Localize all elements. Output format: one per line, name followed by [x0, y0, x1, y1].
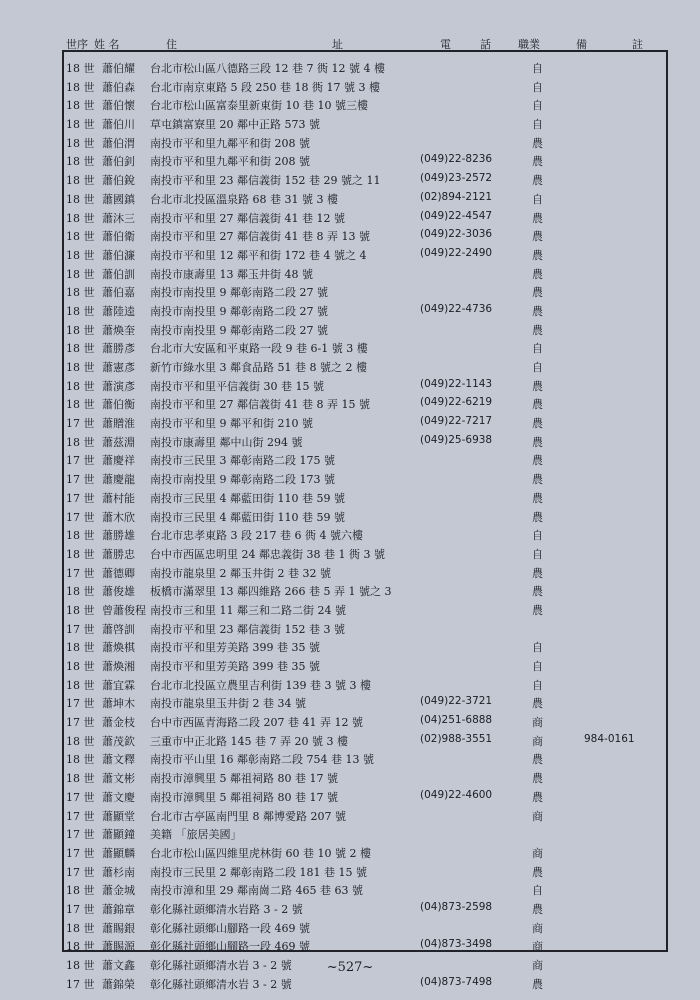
name-cell: 蕭木欣: [102, 510, 135, 524]
address-cell: 南投市南投里 9 鄰彰南路二段 27 號: [150, 286, 328, 300]
occupation-cell: 農: [532, 286, 543, 300]
table-row: [64, 226, 666, 245]
address-cell: 台北市忠孝東路 3 段 217 巷 6 衖 4 號六樓: [150, 529, 363, 543]
name-cell: 蕭伯訓: [102, 267, 135, 281]
table-row: [64, 58, 666, 77]
generation-cell: 18 世: [66, 398, 95, 412]
table-row: [64, 245, 666, 264]
header-note-2: 註: [632, 38, 643, 51]
occupation-cell: 農: [532, 379, 543, 393]
name-cell: 蕭伯耀: [102, 62, 135, 75]
phone-cell: (049)22-6219: [420, 396, 493, 409]
generation-cell: 17 世: [66, 977, 95, 991]
generation-cell: 18 世: [66, 136, 95, 150]
table-row: [64, 282, 666, 301]
generation-cell: 18 世: [66, 155, 95, 169]
occupation-cell: 自: [532, 660, 543, 673]
generation-cell: 17 世: [66, 454, 95, 468]
generation-cell: 18 世: [66, 884, 95, 898]
occupation-cell: 農: [532, 211, 543, 225]
generation-cell: 18 世: [66, 323, 95, 337]
name-cell: 蕭煥湘: [102, 660, 135, 673]
table-row: [64, 693, 666, 712]
name-cell: 蕭慶祥: [102, 454, 135, 468]
address-cell: 南投市平和里九鄰平和街 208 號: [150, 136, 310, 150]
table-row: [64, 357, 666, 376]
table-row: [64, 189, 666, 208]
name-cell: 蕭伯嘉: [102, 286, 135, 300]
occupation-cell: 自: [532, 641, 543, 655]
generation-cell: 18 世: [66, 940, 95, 954]
name-cell: 蕭宜霖: [102, 678, 135, 692]
name-cell: 蕭伯衛: [102, 230, 135, 244]
table-row: [64, 824, 666, 843]
occupation-cell: 農: [532, 491, 543, 505]
name-cell: 蕭慶龍: [102, 473, 135, 487]
note-cell: 984-0161: [584, 732, 635, 745]
name-cell: 蕭勝彥: [102, 342, 135, 356]
table-row: [64, 95, 666, 114]
address-cell: 南投市平和里 23 鄰信義街 152 巷 29 號之 11: [150, 174, 381, 188]
occupation-cell: 商: [532, 716, 543, 730]
occupation-cell: 農: [532, 603, 543, 617]
occupation-cell: 商: [532, 959, 543, 972]
generation-cell: 18 世: [66, 118, 95, 132]
address-cell: 南投市平和里 9 鄰平和街 210 號: [150, 417, 313, 431]
occupation-cell: 農: [532, 136, 543, 150]
address-cell: 南投市三民里 4 鄰藍田街 110 巷 59 號: [150, 510, 345, 524]
occupation-cell: 農: [532, 902, 543, 916]
occupation-cell: 自: [532, 342, 543, 356]
generation-cell: 17 世: [66, 417, 95, 431]
occupation-cell: 自: [532, 192, 543, 206]
generation-cell: 18 世: [66, 753, 95, 767]
address-cell: 台中市西區青海路二段 207 巷 41 弄 12 號: [150, 716, 363, 730]
phone-cell: (049)22-8236: [420, 153, 493, 166]
occupation-cell: 農: [532, 155, 543, 169]
address-cell: 彰化縣社頭鄉清水岩路 3 - 2 號: [150, 902, 303, 916]
table-row: [64, 787, 666, 806]
table-row: [64, 880, 666, 899]
name-cell: 蕭文釋: [102, 753, 135, 767]
name-cell: 蕭演彥: [102, 379, 135, 393]
generation-cell: 18 世: [66, 342, 95, 356]
address-cell: 台北市松山區富泰里新東街 10 巷 10 號三樓: [150, 99, 368, 113]
address-cell: 台北市南京東路 5 段 250 巷 18 衖 17 號 3 樓: [150, 80, 380, 94]
phone-cell: (049)22-3721: [420, 695, 493, 708]
address-cell: 台北市北投區立農里吉利街 139 巷 3 號 3 樓: [150, 678, 371, 692]
occupation-cell: 農: [532, 977, 543, 991]
occupation-cell: 農: [532, 585, 543, 599]
name-cell: 蕭杉南: [102, 865, 135, 879]
occupation-cell: 自: [532, 884, 543, 898]
generation-cell: 17 世: [66, 846, 95, 860]
generation-cell: 17 世: [66, 716, 95, 730]
name-cell: 蕭國鎮: [102, 192, 135, 206]
address-cell: 南投市平和里 27 鄰信義街 41 巷 12 號: [150, 211, 345, 225]
name-cell: 蕭憲彥: [102, 361, 135, 374]
table-row: [64, 376, 666, 395]
address-cell: 彰化縣社頭鄉山腳路一段 469 號: [150, 921, 310, 935]
phone-cell: (049)22-1143: [420, 377, 493, 390]
occupation-cell: 農: [532, 230, 543, 244]
name-cell: 蕭賜源: [102, 940, 135, 954]
name-cell: 蕭坤木: [102, 697, 135, 711]
phone-cell: (04)873-3498: [420, 938, 493, 951]
generation-cell: 17 世: [66, 622, 95, 636]
generation-cell: 18 世: [66, 361, 95, 374]
table-row: [64, 974, 666, 993]
table-row: [64, 619, 666, 638]
name-cell: 蕭顯鐘: [102, 828, 135, 842]
table-row: [64, 862, 666, 881]
phone-cell: (049)22-7217: [420, 415, 493, 428]
address-cell: 草屯鎮富寮里 20 鄰中正路 573 號: [150, 118, 320, 132]
generation-cell: 18 世: [66, 435, 95, 449]
phone-cell: (049)22-2490: [420, 246, 493, 259]
name-cell: 蕭啓訓: [102, 622, 135, 636]
address-cell: 南投市三民里 2 鄰彰南路二段 181 巷 15 號: [150, 865, 367, 879]
address-cell: 南投市平和里 27 鄰信義街 41 巷 8 弄 15 號: [150, 398, 370, 412]
occupation-cell: 自: [532, 62, 543, 75]
table-row: [64, 563, 666, 582]
page-number: ~527~: [326, 960, 374, 975]
name-cell: 蕭伯衡: [102, 398, 135, 412]
phone-cell: (049)22-3036: [420, 228, 493, 241]
name-cell: 蕭顯堂: [102, 809, 135, 823]
occupation-cell: 農: [532, 510, 543, 524]
name-cell: 蕭陸逵: [102, 304, 135, 318]
occupation-cell: 自: [532, 118, 543, 132]
address-cell: 南投市平和里 27 鄰信義街 41 巷 8 弄 13 號: [150, 230, 370, 244]
generation-cell: 18 世: [66, 211, 95, 225]
generation-cell: 17 世: [66, 491, 95, 505]
name-cell: 蕭茲淵: [102, 435, 135, 449]
address-cell: 南投市平和里 12 鄰平和街 172 巷 4 號之 4: [150, 248, 367, 262]
occupation-cell: 農: [532, 417, 543, 431]
occupation-cell: 商: [532, 809, 543, 823]
table-row: [64, 918, 666, 937]
table-row: [64, 488, 666, 507]
address-cell: 南投市三民里 4 鄰藍田街 110 巷 59 號: [150, 491, 345, 505]
name-cell: 蕭金城: [102, 884, 135, 898]
header-phone-1: 電: [440, 38, 451, 51]
occupation-cell: 自: [532, 529, 543, 543]
occupation-cell: 農: [532, 454, 543, 468]
occupation-cell: 農: [532, 304, 543, 318]
generation-cell: 17 世: [66, 473, 95, 487]
table-row: [64, 320, 666, 339]
name-cell: 蕭伯銳: [102, 174, 135, 188]
table-body: [64, 58, 666, 992]
generation-cell: 18 世: [66, 660, 95, 673]
phone-cell: (049)23-2572: [420, 172, 493, 185]
address-cell: 南投市南投里 9 鄰彰南路二段 27 號: [150, 304, 328, 318]
name-cell: 蕭顯麟: [102, 846, 135, 860]
name-cell: 蕭金枝: [102, 716, 135, 730]
table-row: [64, 899, 666, 918]
table-row: [64, 338, 666, 357]
address-cell: 新竹市綠水里 3 鄰食品路 51 巷 8 號之 2 樓: [150, 361, 367, 374]
name-cell: 蕭茂欽: [102, 734, 135, 748]
occupation-cell: 商: [532, 940, 543, 954]
occupation-cell: 農: [532, 248, 543, 262]
generation-cell: 18 世: [66, 192, 95, 206]
occupation-cell: 農: [532, 566, 543, 580]
generation-cell: 18 世: [66, 529, 95, 543]
table-row: [64, 170, 666, 189]
occupation-cell: 農: [532, 473, 543, 487]
generation-cell: 17 世: [66, 865, 95, 879]
occupation-cell: 農: [532, 267, 543, 281]
phone-cell: (049)22-4547: [420, 209, 493, 222]
occupation-cell: 農: [532, 323, 543, 337]
name-cell: 蕭賜銀: [102, 921, 135, 935]
occupation-cell: 自: [532, 99, 543, 113]
address-cell: 板橋市滿翠里 13 鄰四維路 266 巷 5 弄 1 號之 3: [150, 585, 392, 599]
name-cell: 蕭勝忠: [102, 547, 135, 561]
address-cell: 南投市漳興里 5 鄰祖祠路 80 巷 17 號: [150, 790, 338, 804]
generation-cell: 18 世: [66, 286, 95, 300]
phone-cell: (04)873-2598: [420, 900, 493, 913]
address-cell: 彰化縣社頭鄉清水岩 3 - 2 號: [150, 959, 292, 972]
name-cell: 蕭伯懷: [102, 99, 135, 113]
occupation-cell: 農: [532, 753, 543, 767]
table-row: [64, 469, 666, 488]
name-cell: 蕭伯川: [102, 118, 135, 132]
table-row: [64, 581, 666, 600]
table-row: [64, 675, 666, 694]
generation-cell: 18 世: [66, 379, 95, 393]
name-cell: 蕭俊雄: [102, 585, 135, 599]
header-address-1: 住: [166, 38, 177, 51]
name-cell: 蕭錦榮: [102, 977, 135, 991]
table-row: [64, 936, 666, 955]
occupation-cell: 自: [532, 678, 543, 692]
address-cell: 南投市三民里 3 鄰彰南路二段 175 號: [150, 454, 335, 468]
name-cell: 蕭伯濂: [102, 248, 135, 262]
generation-cell: 18 世: [66, 230, 95, 244]
generation-cell: 18 世: [66, 603, 95, 617]
table-row: [64, 77, 666, 96]
address-cell: 南投市平和里 23 鄰信義街 152 巷 3 號: [150, 622, 345, 636]
address-cell: 南投市平和里平信義街 30 巷 15 號: [150, 379, 324, 393]
generation-cell: 18 世: [66, 267, 95, 281]
occupation-cell: 農: [532, 697, 543, 711]
address-cell: 台北市松山區四維里虎林街 60 巷 10 號 2 樓: [150, 846, 371, 860]
header-address-2: 址: [332, 38, 343, 51]
name-cell: 曾蕭俊程: [102, 603, 146, 617]
address-cell: 南投市康壽里 13 鄰玉井街 48 號: [150, 267, 313, 281]
name-cell: 蕭錦章: [102, 902, 135, 916]
address-cell: 南投市南投里 9 鄰彰南路二段 173 號: [150, 473, 335, 487]
table-row: [64, 843, 666, 862]
name-cell: 蕭煥奎: [102, 323, 135, 337]
address-cell: 南投市平和里芳美路 399 巷 35 號: [150, 660, 320, 673]
address-cell: 南投市漳興里 5 鄰祖祠路 80 巷 17 號: [150, 772, 338, 786]
generation-cell: 18 世: [66, 585, 95, 599]
phone-cell: (049)22-4600: [420, 788, 493, 801]
occupation-cell: 自: [532, 547, 543, 561]
table-row: [64, 749, 666, 768]
table-row: [64, 712, 666, 731]
name-cell: 蕭贈淮: [102, 417, 135, 431]
address-cell: 南投市漳和里 29 鄰南崗二路 465 巷 63 號: [150, 884, 363, 898]
address-cell: 南投市平和里九鄰平和街 208 號: [150, 155, 310, 169]
table-row: [64, 768, 666, 787]
address-cell: 南投市康壽里 鄰中山街 294 號: [150, 435, 303, 449]
occupation-cell: 自: [532, 80, 543, 94]
name-cell: 蕭伯渭: [102, 136, 135, 150]
generation-cell: 17 世: [66, 510, 95, 524]
address-cell: 台北市北投區溫泉路 68 巷 31 號 3 樓: [150, 192, 338, 206]
address-cell: 台中市西區忠明里 24 鄰忠義街 38 巷 1 衖 3 號: [150, 547, 385, 561]
generation-cell: 18 世: [66, 547, 95, 561]
phone-cell: (049)25-6938: [420, 433, 493, 446]
table-row: [64, 413, 666, 432]
table-row: [64, 133, 666, 152]
occupation-cell: 農: [532, 398, 543, 412]
address-cell: 南投市三和里 11 鄰三和二路二街 24 號: [150, 603, 346, 617]
generation-cell: 17 世: [66, 566, 95, 580]
occupation-cell: 自: [532, 361, 543, 374]
occupation-cell: 農: [532, 174, 543, 188]
header-name: 姓 名: [94, 38, 120, 51]
table-row: [64, 600, 666, 619]
address-cell: 台北市大安區和平東路一段 9 巷 6-1 號 3 樓: [150, 342, 368, 356]
generation-cell: 17 世: [66, 809, 95, 823]
name-cell: 蕭沐三: [102, 211, 135, 225]
occupation-cell: 商: [532, 921, 543, 935]
name-cell: 蕭文彬: [102, 772, 135, 786]
address-cell: 三重市中正北路 145 巷 7 弄 20 號 3 樓: [150, 734, 348, 748]
table-row: [64, 301, 666, 320]
table-row: [64, 525, 666, 544]
address-cell: 南投市平和里芳美路 399 巷 35 號: [150, 641, 320, 655]
name-cell: 蕭勝雄: [102, 529, 135, 543]
generation-cell: 18 世: [66, 959, 95, 972]
generation-cell: 18 世: [66, 772, 95, 786]
address-cell: 彰化縣社頭鄉清水岩 3 - 2 號: [150, 977, 292, 991]
occupation-cell: 農: [532, 865, 543, 879]
generation-cell: 18 世: [66, 99, 95, 113]
table-row: [64, 637, 666, 656]
address-cell: 南投市龍泉里 2 鄰玉井街 2 巷 32 號: [150, 566, 331, 580]
table-row: [64, 806, 666, 825]
table-row: [64, 731, 666, 750]
generation-cell: 18 世: [66, 62, 95, 75]
occupation-cell: 農: [532, 435, 543, 449]
generation-cell: 18 世: [66, 80, 95, 94]
name-cell: 蕭煥棋: [102, 641, 135, 655]
generation-cell: 18 世: [66, 921, 95, 935]
name-cell: 蕭村能: [102, 491, 135, 505]
occupation-cell: 商: [532, 846, 543, 860]
occupation-cell: 農: [532, 772, 543, 786]
generation-cell: 18 世: [66, 248, 95, 262]
phone-cell: (049)22-4736: [420, 302, 493, 315]
generation-cell: 18 世: [66, 734, 95, 748]
name-cell: 蕭文慶: [102, 790, 135, 804]
phone-cell: (04)873-7498: [420, 975, 493, 988]
generation-cell: 18 世: [66, 174, 95, 188]
phone-cell: (02)988-3551: [420, 732, 493, 745]
generation-cell: 18 世: [66, 678, 95, 692]
table-row: [64, 507, 666, 526]
phone-cell: (04)251-6888: [420, 714, 493, 727]
address-cell: 台北市古亭區南門里 8 鄰博愛路 207 號: [150, 809, 346, 823]
address-cell: 南投市龍泉里玉井街 2 巷 34 號: [150, 697, 306, 711]
name-cell: 蕭德卿: [102, 566, 135, 580]
table-row: [64, 450, 666, 469]
generation-cell: 17 世: [66, 790, 95, 804]
table-row: [64, 208, 666, 227]
table-row: [64, 432, 666, 451]
header-phone-2: 話: [480, 38, 491, 51]
table-row: [64, 264, 666, 283]
generation-cell: 17 世: [66, 828, 95, 842]
address-cell: 彰化縣社頭鄉山腳路一段 469 號: [150, 940, 310, 954]
address-cell: 台北市松山區八德路三段 12 巷 7 衖 12 號 4 樓: [150, 62, 385, 75]
name-cell: 蕭伯森: [102, 80, 135, 94]
occupation-cell: 商: [532, 734, 543, 748]
generation-cell: 18 世: [66, 641, 95, 655]
address-cell: 南投市南投里 9 鄰彰南路二段 27 號: [150, 323, 328, 337]
table-row: [64, 114, 666, 133]
header-note-1: 備: [576, 38, 587, 51]
address-cell: 美籍 「旅居美國」: [150, 828, 242, 842]
table-row: [64, 544, 666, 563]
name-cell: 蕭伯釗: [102, 155, 135, 169]
generation-cell: 17 世: [66, 902, 95, 916]
header-occupation: 職業: [518, 38, 540, 51]
header-generation: 世序: [66, 38, 88, 51]
generation-cell: 17 世: [66, 697, 95, 711]
generation-cell: 18 世: [66, 304, 95, 318]
address-cell: 南投市平山里 16 鄰彰南路二段 754 巷 13 號: [150, 753, 374, 767]
table-row: [64, 151, 666, 170]
occupation-cell: 農: [532, 790, 543, 804]
phone-cell: (02)894-2121: [420, 190, 493, 203]
name-cell: 蕭文鑫: [102, 959, 135, 972]
table-row: [64, 394, 666, 413]
table-row: [64, 656, 666, 675]
